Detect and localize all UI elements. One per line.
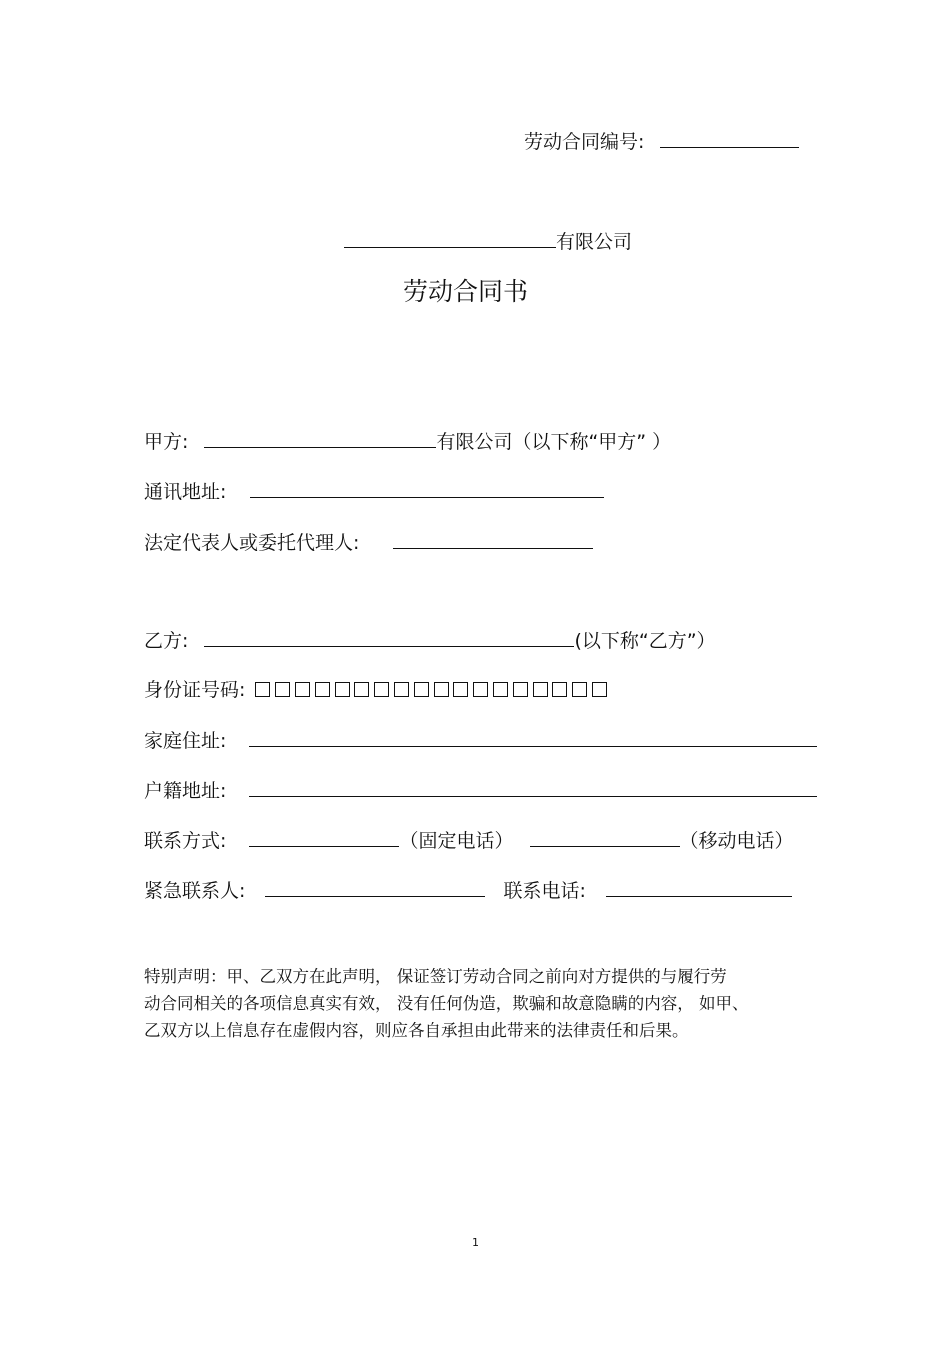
contract-number-label: 劳动合同编号:: [524, 131, 645, 153]
id-digit-box[interactable]: [513, 682, 528, 697]
party-b-home-address-label: 家庭住址:: [144, 730, 227, 752]
mobile-blank[interactable]: [530, 828, 680, 847]
declaration-line-2: 动合同相关的各项信息真实有效， 没有任何伪造，欺骗和故意隐瞒的内容， 如甲、: [144, 994, 749, 1013]
company-name-line: [344, 229, 632, 254]
id-digit-box[interactable]: [374, 682, 389, 697]
party-a-representative-blank[interactable]: [393, 530, 593, 549]
id-digit-box[interactable]: [473, 682, 488, 697]
party-b-home-address-blank[interactable]: [249, 728, 817, 747]
party-a-label: 甲方:: [144, 431, 189, 453]
id-digit-box[interactable]: [335, 682, 350, 697]
party-b-label: 乙方:: [144, 630, 189, 652]
party-a-representative-line: [144, 530, 593, 555]
page-number: 1: [472, 1236, 479, 1249]
id-digit-box[interactable]: [255, 682, 270, 697]
party-b-line: [144, 628, 716, 653]
party-b-home-address-line: [144, 728, 817, 753]
id-digit-box[interactable]: [552, 682, 567, 697]
special-declaration: [144, 963, 749, 1044]
id-digit-box[interactable]: [295, 682, 310, 697]
emergency-contact-blank[interactable]: [265, 878, 485, 897]
party-b-name-blank[interactable]: [204, 628, 574, 647]
party-b-household-address-blank[interactable]: [249, 778, 817, 797]
declaration-line-1: 特别声明：甲、乙双方在此声明， 保证签订劳动合同之前向对方提供的与履行劳: [144, 967, 727, 986]
mobile-label: （移动电话）: [679, 830, 794, 852]
id-digit-box[interactable]: [572, 682, 587, 697]
landline-label: （固定电话）: [399, 830, 514, 852]
id-digit-box[interactable]: [354, 682, 369, 697]
party-b-suffix: (以下称“乙方”）: [574, 630, 716, 652]
id-digit-box[interactable]: [493, 682, 508, 697]
party-b-id-line: [144, 678, 612, 702]
id-digit-box[interactable]: [533, 682, 548, 697]
id-digit-box[interactable]: [453, 682, 468, 697]
party-b-contact-line: [144, 828, 794, 853]
emergency-contact-line: [144, 878, 792, 903]
party-a-suffix: 有限公司（以下称“甲方” ）: [436, 431, 672, 453]
id-digit-box[interactable]: [434, 682, 449, 697]
party-b-household-address-label: 户籍地址:: [144, 780, 227, 802]
declaration-line-3: 乙双方以上信息存在虚假内容，则应各自承担由此带来的法律责任和后果。: [144, 1021, 689, 1040]
phone-label: 联系电话:: [503, 880, 586, 902]
phone-blank[interactable]: [606, 878, 792, 897]
id-digit-box[interactable]: [592, 682, 607, 697]
company-name-blank[interactable]: [344, 229, 556, 248]
contract-number-line: [524, 129, 799, 154]
id-digit-box[interactable]: [275, 682, 290, 697]
party-a-address-label: 通讯地址:: [144, 481, 227, 503]
party-b-id-label: 身份证号码:: [144, 679, 246, 701]
party-b-household-address-line: [144, 778, 817, 803]
id-number-boxes: [255, 679, 611, 701]
id-digit-box[interactable]: [315, 682, 330, 697]
party-b-contact-label: 联系方式:: [144, 830, 227, 852]
party-a-address-blank[interactable]: [250, 479, 604, 498]
id-digit-box[interactable]: [394, 682, 409, 697]
contract-number-blank[interactable]: [660, 129, 799, 148]
document-title: 劳动合同书: [403, 277, 529, 306]
party-a-representative-label: 法定代表人或委托代理人:: [144, 532, 360, 554]
landline-blank[interactable]: [249, 828, 399, 847]
party-a-address-line: [144, 479, 604, 504]
id-digit-box[interactable]: [414, 682, 429, 697]
company-suffix: 有限公司: [556, 231, 633, 253]
emergency-contact-label: 紧急联系人:: [144, 880, 246, 902]
party-a-line: [144, 429, 671, 454]
party-a-name-blank[interactable]: [204, 429, 436, 448]
